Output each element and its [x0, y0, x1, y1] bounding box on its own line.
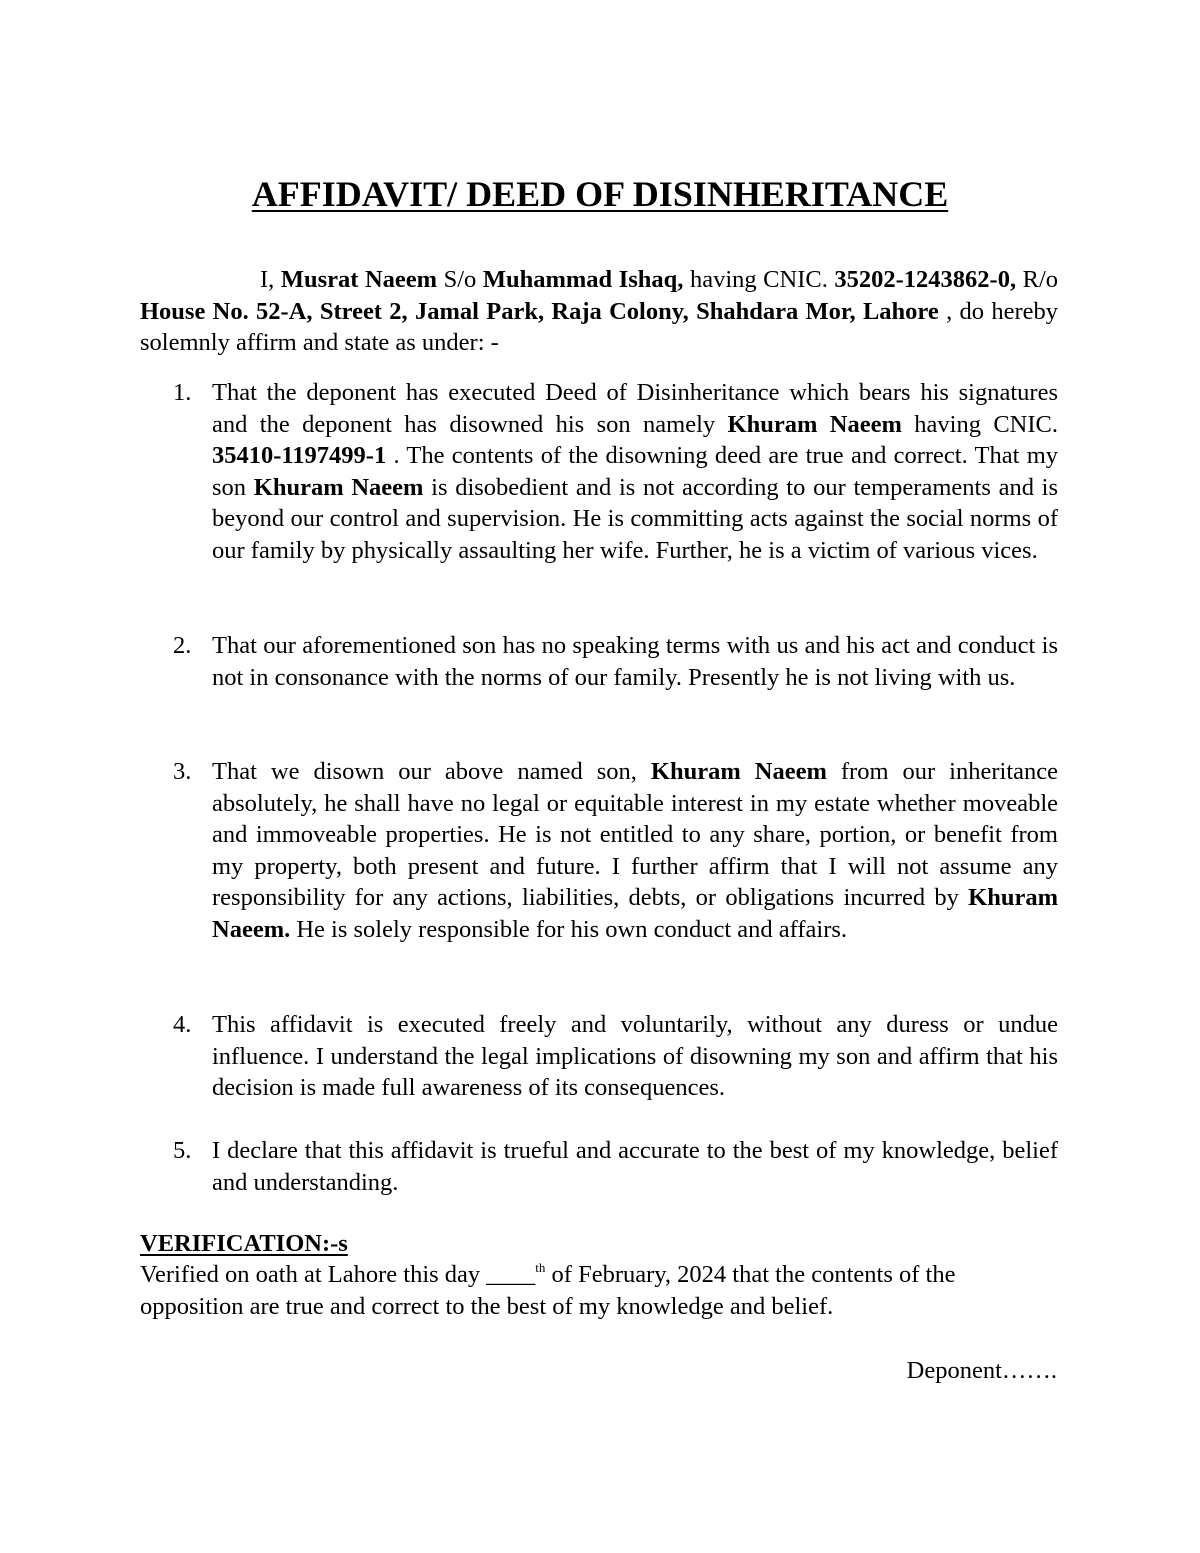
- item-text: This affidavit is executed freely and voluntarily, without any duress or undue influence. I understand the legal implications of disowning my son and affirm that his decision is made full awareness of its consequences.: [212, 1011, 1058, 1102]
- item-text-part: That we disown our above named son,: [212, 758, 637, 785]
- verification-line-start: Verified on oath at Lahore this day ____: [140, 1261, 536, 1288]
- item-text-part: That the deponent has executed Deed of Disinheritance which bears his signatures and the deponent has disowned his son namely: [212, 379, 1058, 438]
- document-title: AFFIDAVIT/ DEED OF DISINHERITANCE: [251, 174, 949, 214]
- deponent-signature-label: Deponent…….: [906, 1357, 1057, 1384]
- list-item: [140, 630, 1058, 693]
- verification-superscript: th: [535, 1260, 546, 1275]
- item-text: [212, 377, 1058, 567]
- item-text-part: He is solely responsible for his own conduct and affairs.: [296, 915, 848, 943]
- list-item: [140, 1009, 1058, 1104]
- list-item: [140, 756, 1058, 946]
- deponent-cnic: 35202-1243862-0,: [834, 266, 1017, 293]
- item-text-part: from our inheritance absolutely, he shall have no legal or equitable interest in my estate whether moveable and immoveable properties. He is not entitled to any share, portion, or benefit from my property, both present and future. I further affirm that I will not assume any responsibility for any actions, liabilities, debts, or obligations incurred by: [212, 758, 1059, 912]
- item-number: 2.: [173, 632, 192, 659]
- son-name: Khuram Naeem: [650, 758, 827, 785]
- list-item: [140, 1135, 1058, 1198]
- deponent-address: House No. 52-A, Street 2, Jamal Park, Raja Colony, Shahdara Mor, Lahore: [140, 297, 939, 325]
- relation-text: S/o: [443, 266, 477, 293]
- item-text-part: having CNIC.: [914, 410, 1058, 438]
- item-number: 4.: [173, 1011, 192, 1038]
- deponent-name: Musrat Naeem: [280, 266, 438, 293]
- intro-closing: , do hereby solemnly affirm and state as under: -: [140, 297, 1059, 357]
- intro-pronoun: I,: [260, 266, 275, 293]
- item-number: 5.: [173, 1137, 192, 1164]
- son-name: Khuram Naeem.: [212, 884, 1058, 943]
- item-text: I declare that this affidavit is trueful and accurate to the best of my knowledge, belief and understanding.: [212, 1137, 1058, 1196]
- item-text: That our aforementioned son has no speaking terms with us and his act and conduct is not in consonance with the norms of our family. Presently he is not living with us.: [212, 632, 1058, 691]
- item-number: 1.: [173, 379, 192, 406]
- son-cnic: 35410-1197499-1: [212, 442, 387, 470]
- father-name: Muhammad Ishaq,: [482, 266, 684, 293]
- item-text: [212, 756, 1058, 946]
- item-text-part: . The contents of the disowning deed are true and correct. That my son: [212, 442, 1058, 501]
- cnic-label: having CNIC.: [689, 266, 828, 293]
- son-name: Khuram Naeem: [727, 410, 902, 438]
- residence-label: R/o: [1022, 266, 1059, 293]
- list-item: [140, 377, 1058, 567]
- item-text-part: is disobedient and is not according to our temperaments and is beyond our control and supervision. He is committing acts against the social norms of our family by physically assaulting her wife. Further, he is a victim of various vices.: [212, 473, 1058, 564]
- item-number: 3.: [173, 758, 192, 785]
- son-name: Khuram Naeem: [253, 473, 424, 501]
- verification-heading: VERIFICATION:-s: [140, 1230, 348, 1257]
- verification-line-end: of February, 2024 that the contents of the opposition are true and correct to the best of my knowledge and belief.: [140, 1261, 956, 1320]
- verification-text: [140, 1259, 1058, 1322]
- intro-paragraph: [140, 264, 1058, 359]
